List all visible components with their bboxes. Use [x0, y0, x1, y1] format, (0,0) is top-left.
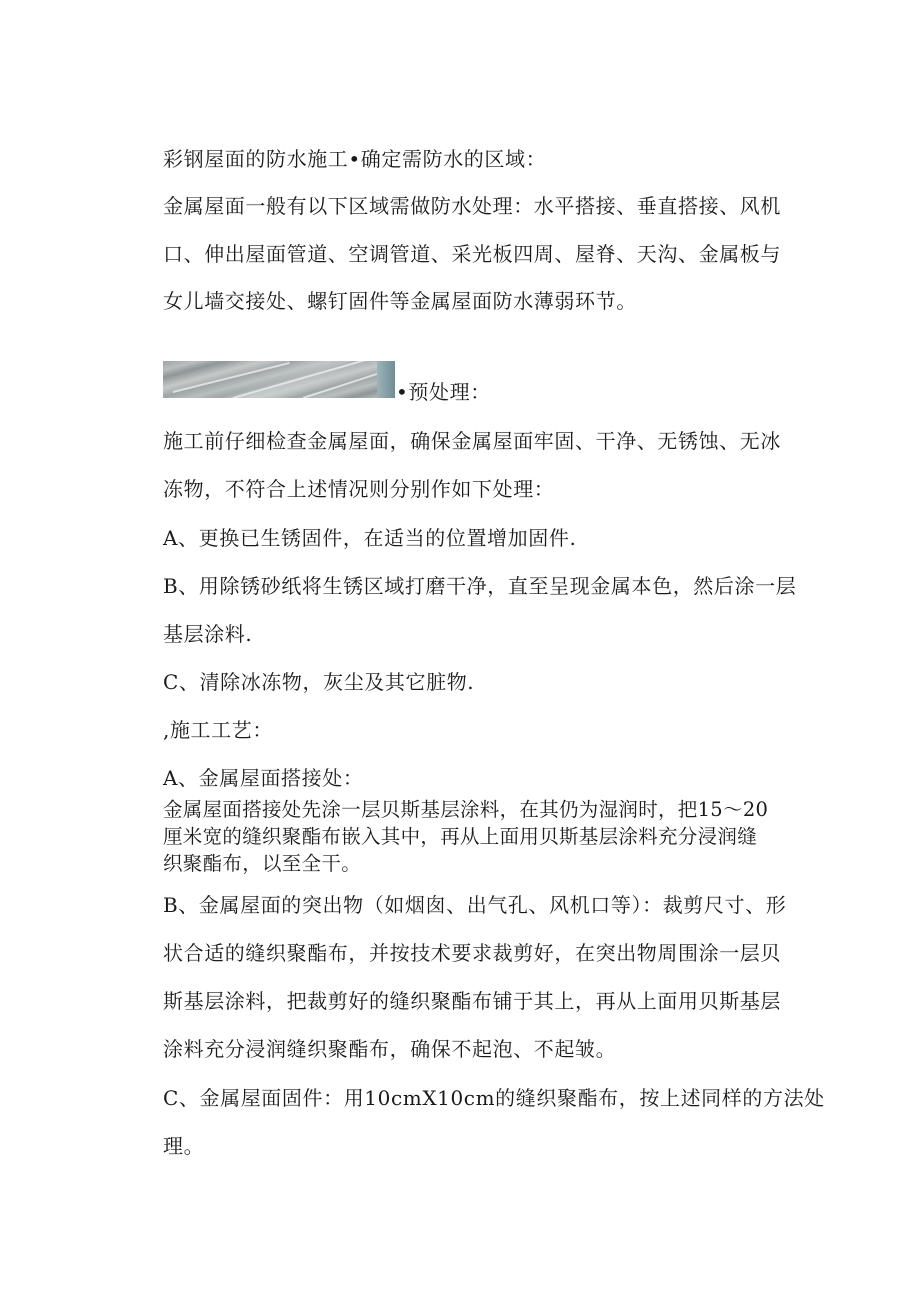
intro-line-2: 口、伸出屋面管道、空调管道、采光板四周、屋脊、天沟、金属板与 — [163, 242, 781, 266]
heading: 彩钢屋面的防水施工•确定需防水的区域： — [163, 147, 547, 171]
intro-line-1: 金属屋面一般有以下区域需做防水处理：水平搭接、垂直搭接、风机 — [163, 194, 781, 218]
process-a-line-2: 厘米宽的缝织聚酯布嵌入其中，再从上面用贝斯基层涂料充分浸润缝 — [163, 825, 758, 848]
process-b-line-2: 状合适的缝织聚酯布，并按技术要求裁剪好，在突出物周围涂一层贝 — [163, 941, 781, 965]
roof-photo — [163, 361, 395, 398]
pretreatment-title: •预处理： — [396, 380, 491, 404]
process-a-title: A、金属屋面搭接处： — [163, 766, 364, 790]
intro-line-3: 女儿墙交接处、螺钉固件等金属屋面防水薄弱环节。 — [163, 289, 637, 313]
process-c-line-2: 理。 — [163, 1134, 205, 1158]
pretreatment-item-a: A、更换已生锈固件，在适当的位置增加固件. — [163, 526, 577, 550]
process-title: ,施工工艺： — [163, 718, 273, 742]
pretreatment-item-b-cont: 基层涂料. — [163, 622, 253, 646]
process-b-line-1: B、金属屋面的突出物（如烟囱、出气孔、风机口等）：裁剪尺寸、形 — [163, 893, 787, 917]
process-b-line-4: 涂料充分浸润缝织聚酯布，确保不起泡、不起皱。 — [163, 1037, 617, 1061]
process-a-line-3: 织聚酯布，以至全干。 — [163, 852, 362, 875]
process-b-line-3: 斯基层涂料，把裁剪好的缝织聚酯布铺于其上，再从上面用贝斯基层 — [163, 989, 781, 1013]
pretreatment-item-b: B、用除锈砂纸将生锈区域打磨干净，直至呈现金属本色，然后涂一层 — [163, 574, 797, 598]
process-a-line-1: 金属屋面搭接处先涂一层贝斯基层涂料，在其仍为湿润时，把15～20 — [163, 798, 769, 821]
pretreatment-line-2: 冻物，不符合上述情况则分别作如下处理： — [163, 477, 555, 501]
pretreatment-line-1: 施工前仔细检查金属屋面，确保金属屋面牢固、干净、无锈蚀、无冰 — [163, 429, 781, 453]
pretreatment-item-c: C、清除冰冻物，灰尘及其它脏物. — [163, 670, 475, 694]
process-c-line-1: C、金属屋面固件：用10cmX10cm的缝织聚酯布，按上述同样的方法处 — [163, 1086, 825, 1110]
